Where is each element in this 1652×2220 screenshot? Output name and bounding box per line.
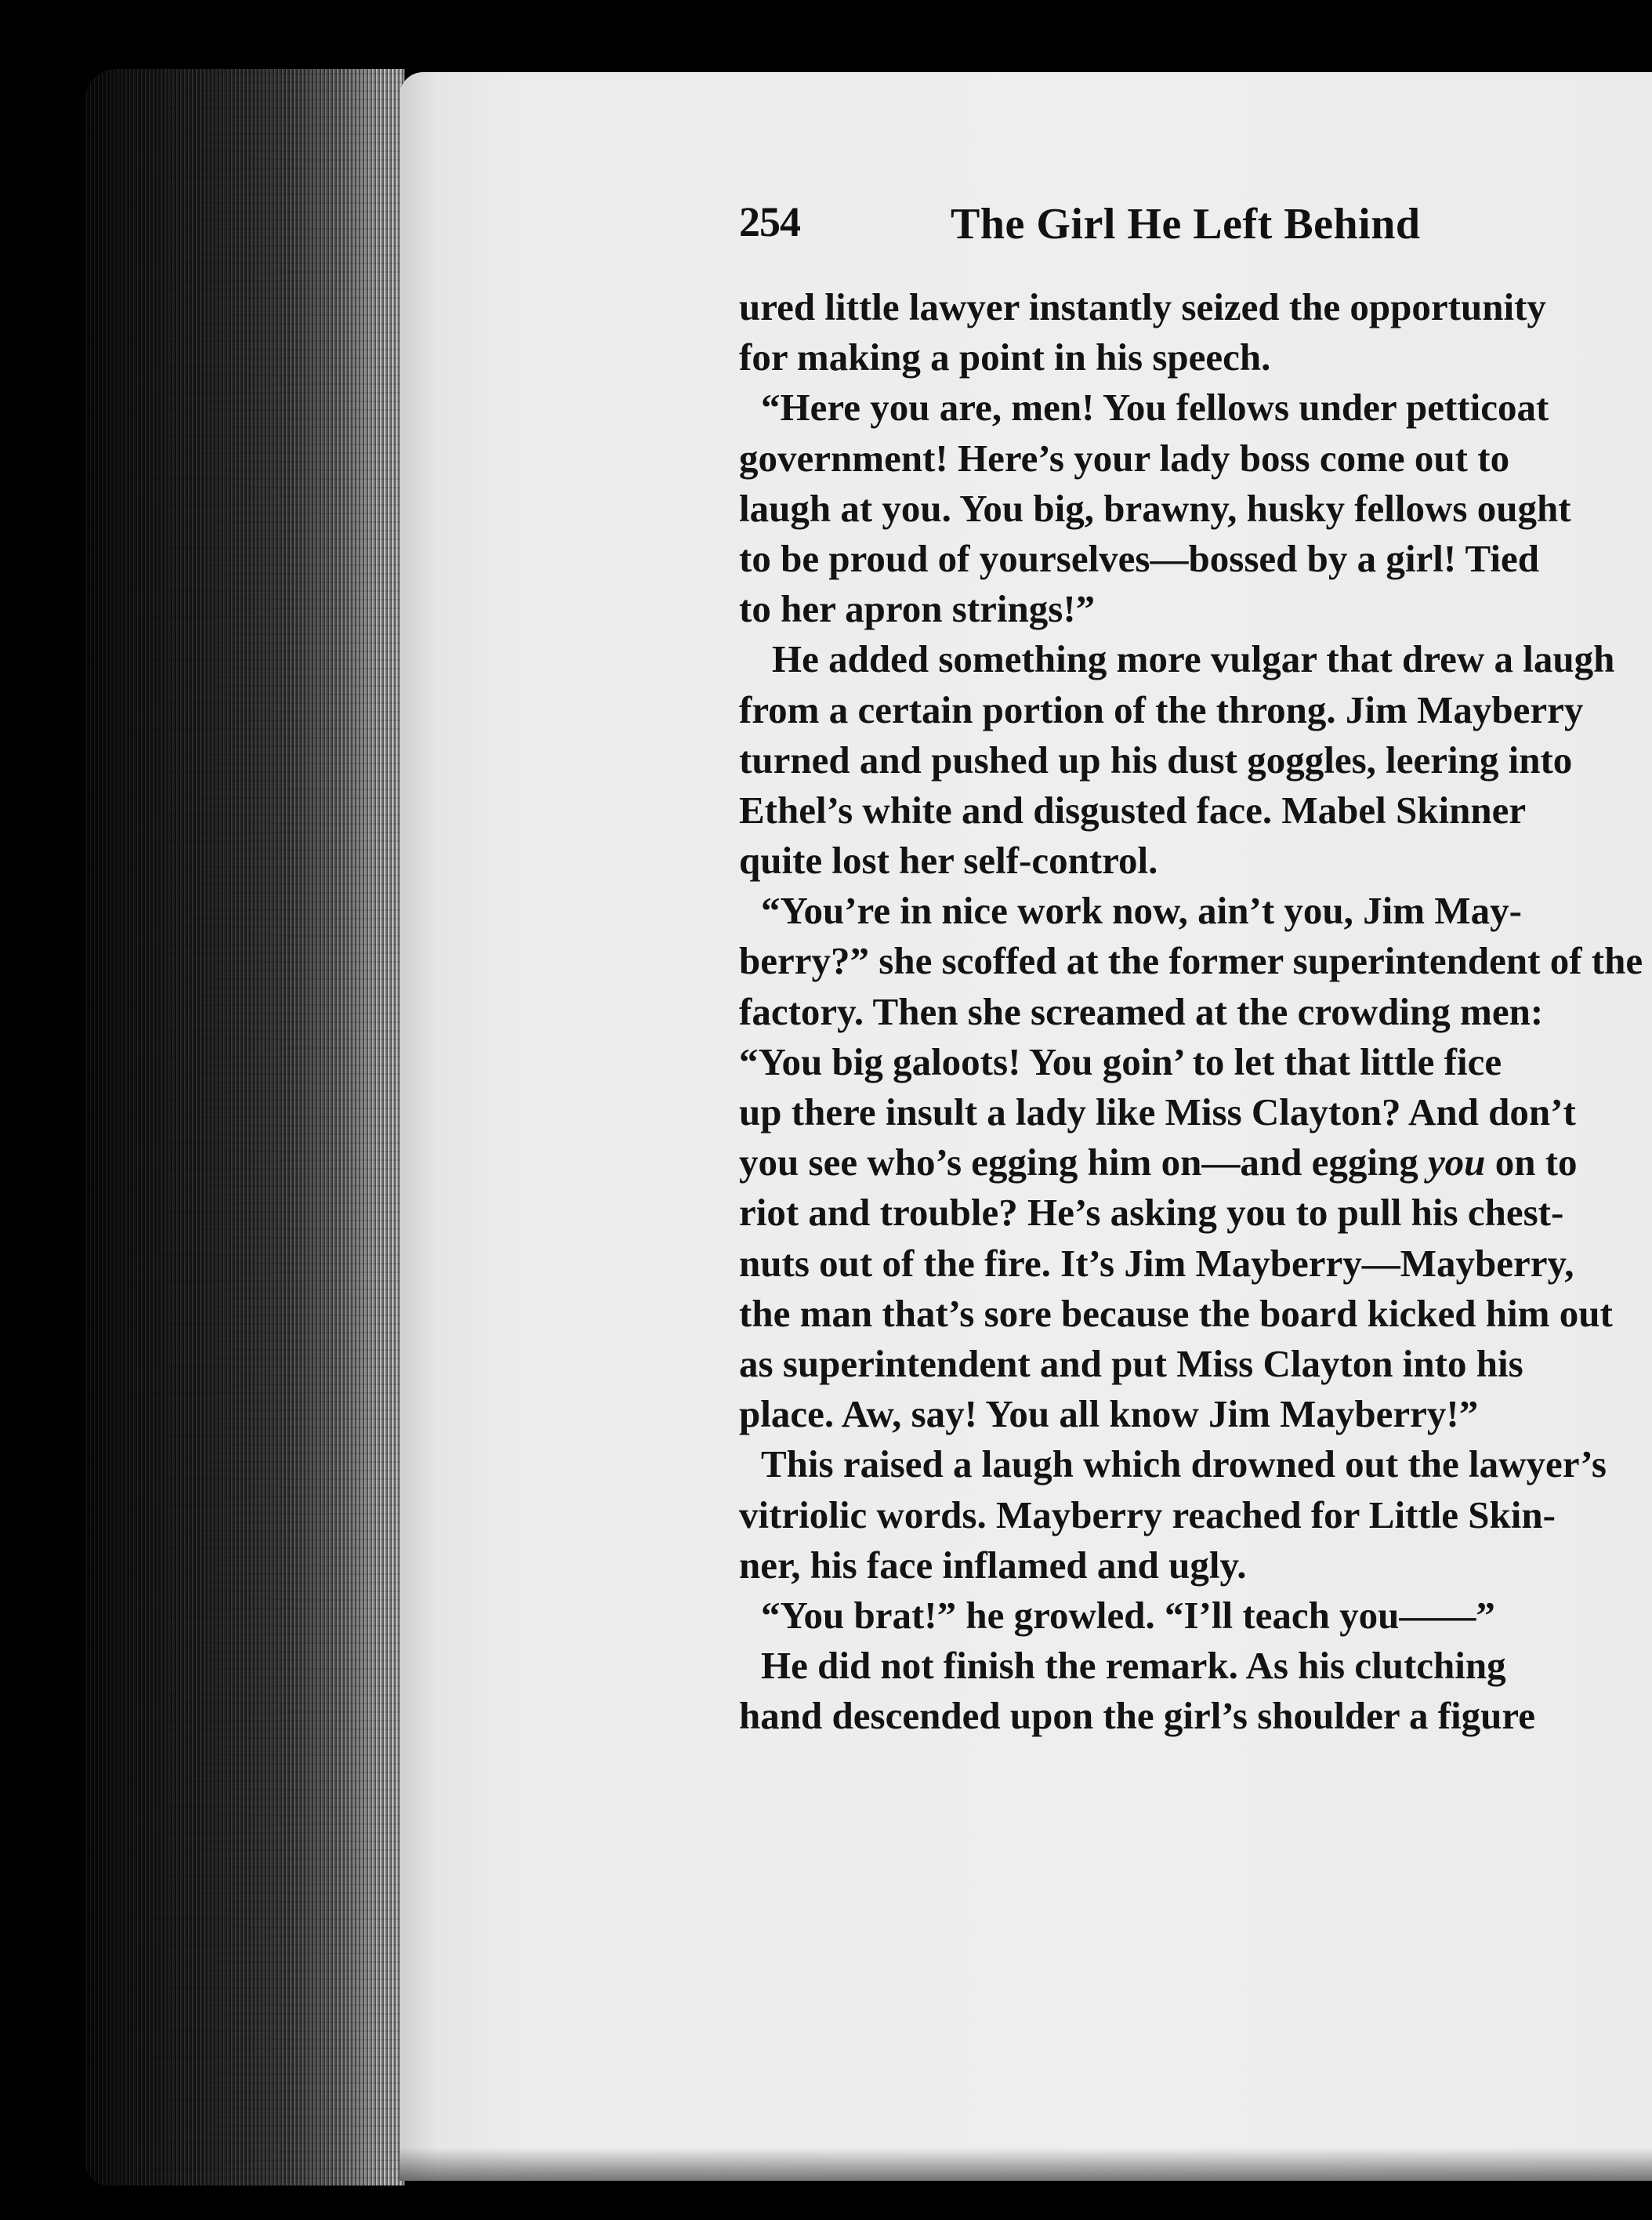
text-line: for making a point in his speech. (739, 336, 1271, 379)
page-header (739, 198, 1652, 260)
text-line: quite lost her self-control. (739, 839, 1158, 883)
text-line: ured little lawyer instantly seized the opportunity (739, 285, 1546, 328)
text-line: He did not finish the remark. As his clutching (761, 1644, 1506, 1688)
text-line: hand descended upon the girl’s shoulder a figure (739, 1694, 1536, 1738)
text-line: “You brat!” he growled. “I’ll teach you——” (761, 1593, 1495, 1637)
text-line: from a certain portion of the throng. Jim Mayberry (739, 687, 1584, 731)
text-line: ner, his face inflamed and ugly. (739, 1543, 1247, 1587)
text-line: up there insult a lady like Miss Clayton? And don’t (739, 1090, 1576, 1134)
text-line: government! Here’s your lady boss come out to (739, 436, 1510, 480)
running-title: The Girl He Left Behind (951, 200, 1421, 248)
page-bottom-shadow (400, 2148, 1652, 2181)
text-line: place. Aw, say! You all know Jim Mayberry!” (739, 1392, 1479, 1436)
text-line: “You’re in nice work now, ain’t you, Jim May- (761, 889, 1522, 933)
page-number: 254 (739, 198, 800, 245)
text-line: This raised a laugh which drowned out the lawyer’s (761, 1442, 1607, 1486)
text-line: laugh at you. You big, brawny, husky fellows ought (739, 486, 1571, 530)
text-line: to be proud of yourselves—bossed by a girl! Tied (739, 536, 1539, 580)
text-fragment: you see who’s egging him on—and egging (739, 1141, 1428, 1184)
text-line: to her apron strings!” (739, 587, 1096, 631)
text-fragment: on to (1485, 1141, 1578, 1184)
text-line: Ethel’s white and disgusted face. Mabel Skinner (739, 788, 1527, 832)
text-line: turned and pushed up his dust goggles, leering into (739, 738, 1573, 782)
text-line: nuts out of the fire. It’s Jim Mayberry—Mayberry, (739, 1241, 1574, 1285)
text-line: as superintendent and put Miss Clayton into his (739, 1341, 1523, 1385)
page-stack-shading (85, 69, 404, 2186)
text-line: vitriolic words. Mayberry reached for Little Skin- (739, 1493, 1556, 1536)
text-line: berry?” she scoffed at the former superintendent of the (739, 939, 1643, 983)
text-line: He added something more vulgar that drew a laugh (772, 637, 1615, 681)
text-line: “Here you are, men! You fellows under petticoat (761, 386, 1549, 430)
text-line: the man that’s sore because the board kicked him out (739, 1291, 1613, 1335)
text-line (739, 1137, 1652, 1188)
text-line: “You big galoots! You goin’ to let that little fice (739, 1039, 1502, 1083)
body-text (739, 282, 1652, 1741)
text-line: riot and trouble? He’s asking you to pull his chest- (739, 1191, 1564, 1235)
text-line: factory. Then she screamed at the crowding men: (739, 989, 1544, 1033)
italic-word: you (1427, 1141, 1486, 1184)
